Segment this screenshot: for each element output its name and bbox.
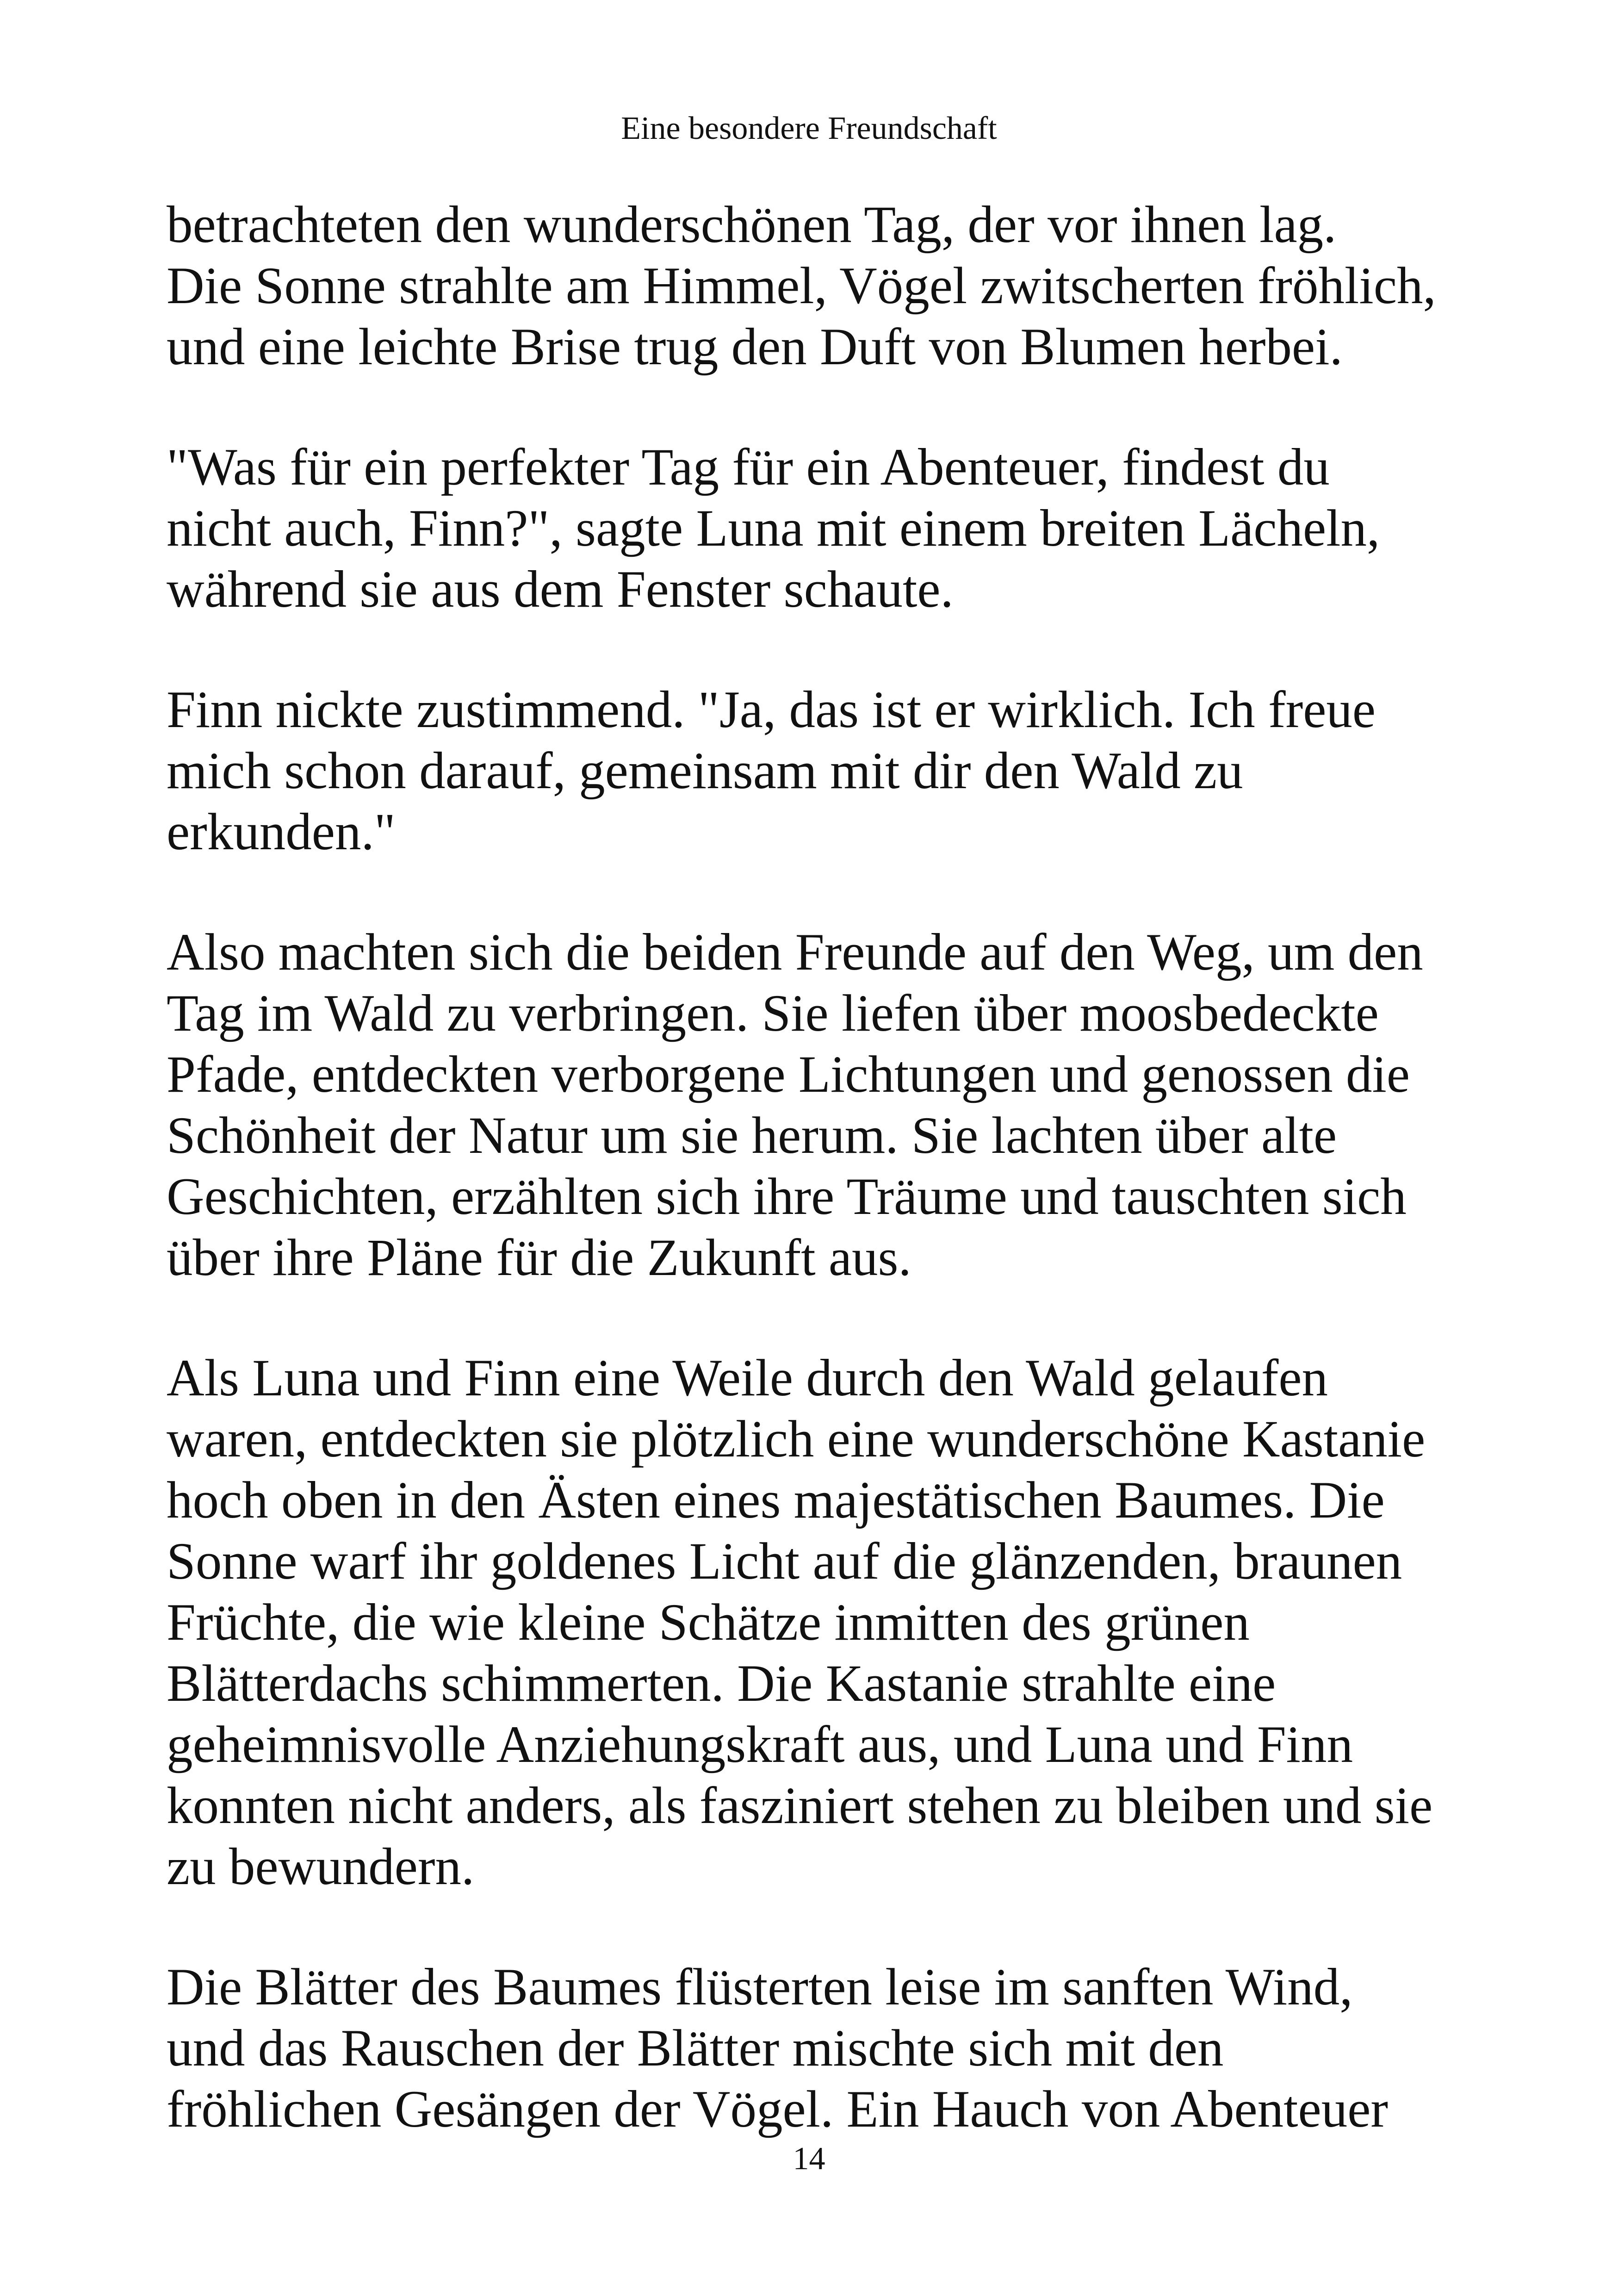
text-line: waren, entdeckten sie plötzlich eine wunderschöne Kastanie <box>167 1410 1426 1468</box>
text-line: geheimnisvolle Anziehungskraft aus, und Luna und Finn <box>167 1716 1353 1773</box>
paragraph <box>167 679 1490 863</box>
page-number: 14 <box>793 2141 825 2177</box>
text-line: Früchte, die wie kleine Schätze inmitten des grünen <box>167 1593 1250 1651</box>
text-line: Pfade, entdeckten verborgene Lichtungen und genossen die <box>167 1045 1410 1103</box>
text-line: betrachteten den wunderschönen Tag, der vor ihnen lag. <box>167 196 1337 254</box>
text-line: zu bewundern. <box>167 1838 475 1896</box>
paragraph <box>167 1957 1490 2140</box>
text-line: Also machten sich die beiden Freunde auf den Weg, um den <box>167 923 1423 981</box>
text-line: und eine leichte Brise trug den Duft von Blumen herbei. <box>167 318 1343 376</box>
text-line: über ihre Pläne für die Zukunft aus. <box>167 1229 911 1287</box>
text-line: hoch oben in den Ästen eines majestätischen Baumes. Die <box>167 1471 1385 1529</box>
paragraph <box>167 437 1490 620</box>
text-line: Schönheit der Natur um sie herum. Sie lachten über alte <box>167 1107 1337 1164</box>
text-line: Tag im Wald zu verbringen. Sie liefen über moosbedeckte <box>167 984 1379 1042</box>
running-header: Eine besondere Freundschaft <box>621 111 997 146</box>
text-line: erkunden." <box>167 803 396 861</box>
text-line: Als Luna und Finn eine Weile durch den Wald gelaufen <box>167 1349 1328 1407</box>
body-text <box>167 194 1490 2199</box>
text-line: Die Sonne strahlte am Himmel, Vögel zwitscherten fröhlich, <box>167 257 1436 315</box>
text-line: konnten nicht anders, als fasziniert stehen zu bleiben und sie <box>167 1777 1433 1835</box>
text-line: nicht auch, Finn?", sagte Luna mit einem breiten Lächeln, <box>167 499 1380 557</box>
paragraph <box>167 922 1490 1288</box>
text-line: "Was für ein perfekter Tag für ein Abenteuer, findest du <box>167 438 1330 496</box>
paragraph <box>167 1348 1490 1898</box>
text-line: fröhlichen Gesängen der Vögel. Ein Hauch von Abenteuer <box>167 2080 1388 2138</box>
text-line: Finn nickte zustimmend. "Ja, das ist er wirklich. Ich freue <box>167 681 1376 739</box>
text-line: Geschichten, erzählten sich ihre Träume und tauschten sich <box>167 1168 1407 1226</box>
text-line: Sonne warf ihr goldenes Licht auf die glänzenden, braunen <box>167 1532 1402 1590</box>
paragraph <box>167 194 1490 378</box>
text-line: und das Rauschen der Blätter mischte sich mit den <box>167 2019 1224 2077</box>
text-line: mich schon darauf, gemeinsam mit dir den Wald zu <box>167 742 1243 800</box>
text-line: Die Blätter des Baumes flüsterten leise im sanften Wind, <box>167 1958 1353 2016</box>
text-line: während sie aus dem Fenster schaute. <box>167 560 954 618</box>
text-line: Blätterdachs schimmerten. Die Kastanie strahlte eine <box>167 1655 1276 1712</box>
